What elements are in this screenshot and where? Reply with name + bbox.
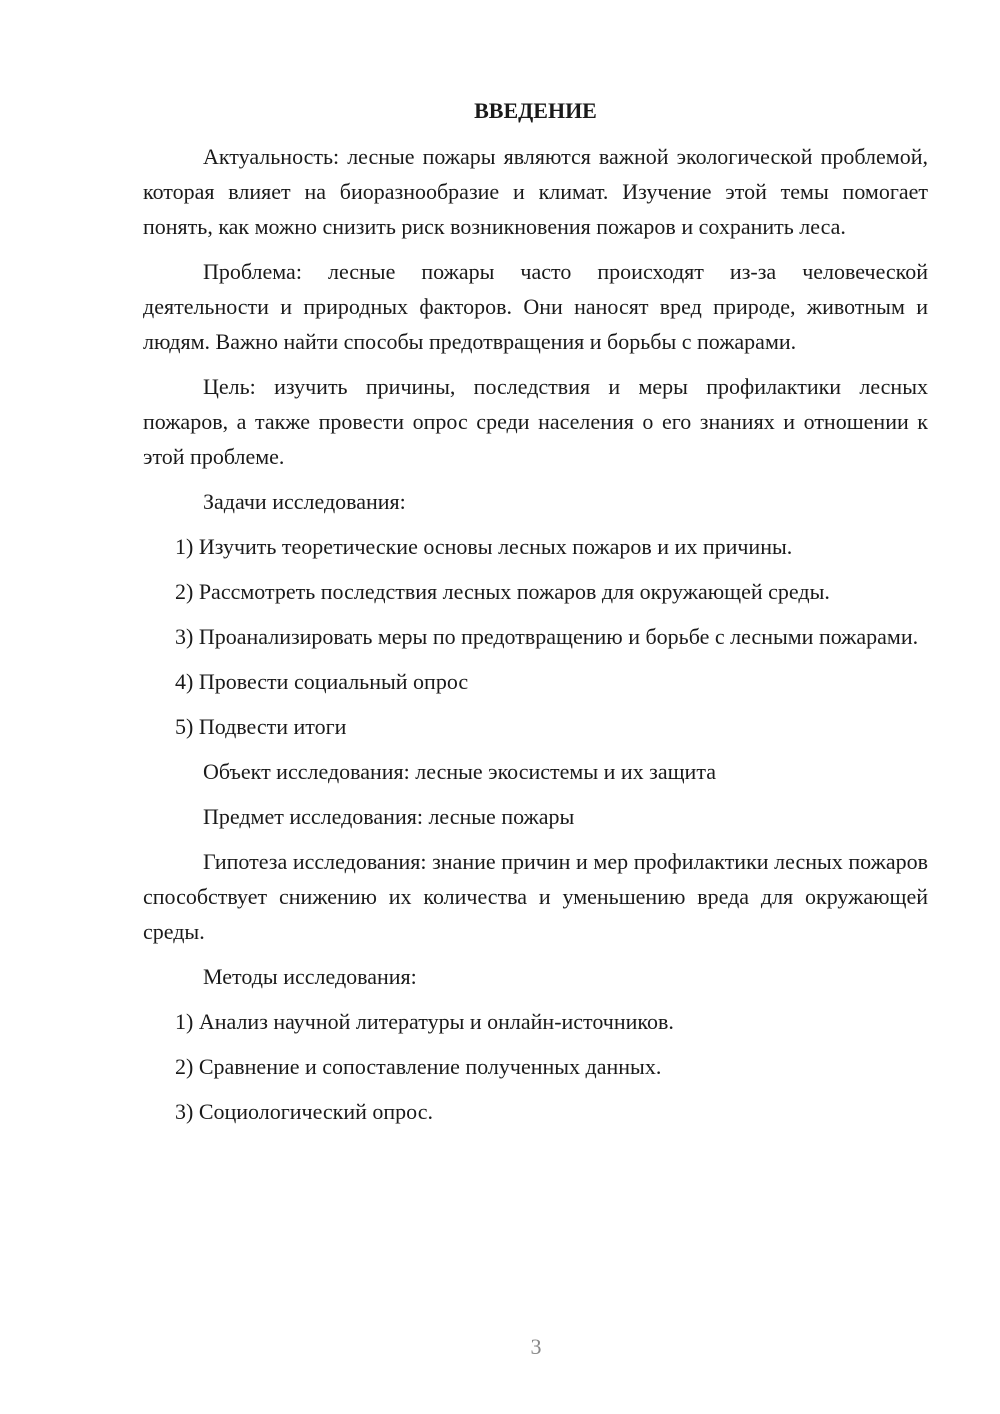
- task-item: 2) Рассмотреть последствия лесных пожаров для окружающей среды.: [175, 579, 830, 604]
- object-paragraph: Объект исследования: лесные экосистемы и их защита: [203, 759, 716, 784]
- subject-paragraph: Предмет исследования: лесные пожары: [203, 804, 575, 829]
- document-page: [143, 96, 928, 1139]
- goal-paragraph: Цель: изучить причины, последствия и меры профилактики лесных пожаров, а также провести опрос среди населения о его знаниях и отношении к этой проблеме.: [143, 374, 928, 469]
- task-item: 1) Изучить теоретические основы лесных пожаров и их причины.: [175, 534, 793, 559]
- task-item: 5) Подвести итоги: [175, 714, 347, 739]
- problem-paragraph: Проблема: лесные пожары часто происходят из-за человеческой деятельности и природных факторов. Они наносят вред природе, животным и людям. Важно найти способы предотвращения и борьбы с пожарами.: [143, 259, 928, 354]
- tasks-heading: Задачи исследования:: [203, 489, 406, 514]
- hypothesis-paragraph: Гипотеза исследования: знание причин и мер профилактики лесных пожаров способствует снижению их количества и уменьшению вреда для окружающей среды.: [143, 849, 928, 944]
- method-item: 2) Сравнение и сопоставление полученных данных.: [175, 1054, 662, 1079]
- section-title: ВВЕДЕНИЕ: [474, 98, 597, 123]
- task-item: 4) Провести социальный опрос: [175, 669, 469, 694]
- task-item: 3) Проанализировать меры по предотвращению и борьбе с лесными пожарами.: [175, 624, 919, 649]
- method-item: 3) Социологический опрос.: [175, 1099, 433, 1124]
- relevance-paragraph: Актуальность: лесные пожары являются важной экологической проблемой, которая влияет на биоразнообразие и климат. Изучение этой темы помогает понять, как можно снизить риск возникновения пожаров и сохранить леса.: [143, 144, 928, 239]
- page-number: 3: [530, 1334, 542, 1359]
- methods-heading: Методы исследования:: [203, 964, 417, 989]
- method-item: 1) Анализ научной литературы и онлайн-источников.: [175, 1009, 674, 1034]
